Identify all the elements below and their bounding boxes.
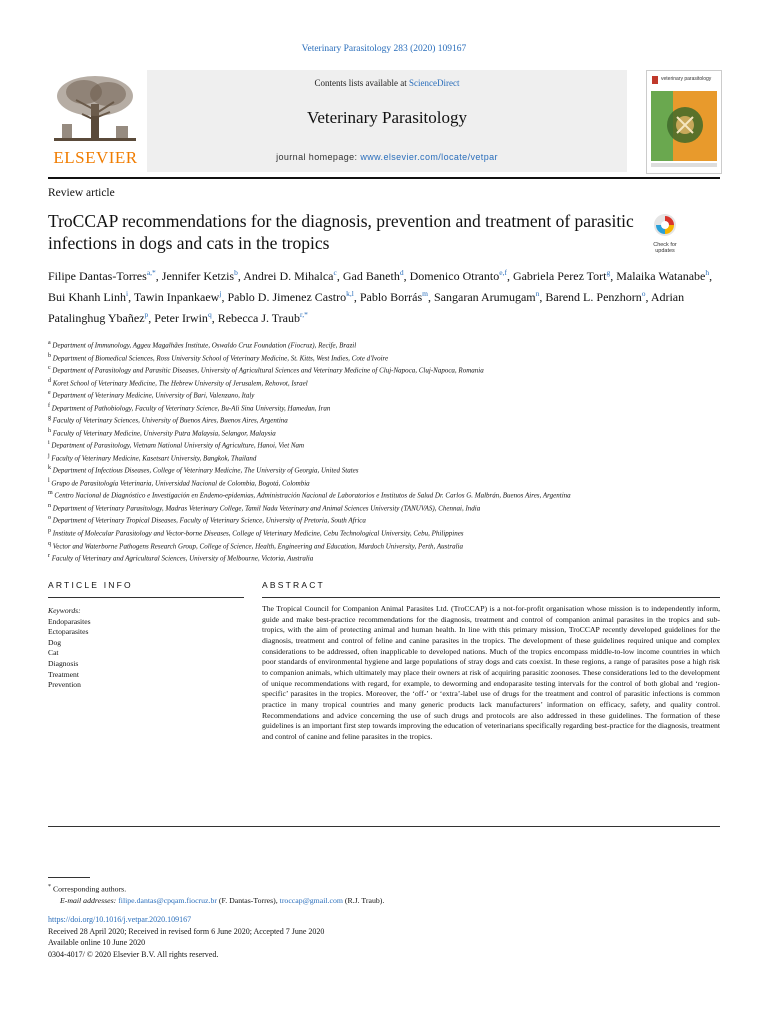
keyword: Endoparasites: [48, 616, 91, 626]
author-affiliation-marker[interactable]: j: [219, 289, 222, 298]
author-affiliation-marker[interactable]: q: [207, 310, 212, 319]
elsevier-wordmark: ELSEVIER: [53, 148, 138, 167]
affiliation-text: Department of Immunology, Aggeu Magalhães Institute, Oswaldo Cruz Foundation (Fiocruz), Recife, Brazil: [52, 341, 357, 350]
copyright-line: 0304-4017/ © 2020 Elsevier B.V. All rights reserved.: [48, 949, 219, 959]
affiliation: [48, 513, 698, 526]
homepage-link[interactable]: www.elsevier.com/locate/vetpar: [360, 152, 498, 162]
affiliation-marker: d: [48, 377, 51, 384]
author-affiliation-marker[interactable]: c: [333, 268, 337, 277]
author-separator: ,: [428, 290, 434, 304]
author-separator: ,: [155, 269, 162, 283]
affiliation: [48, 376, 698, 389]
affiliation-text: Koret School of Veterinary Medicine, The Hebrew University of Jerusalem, Rehovot, Israel: [52, 378, 308, 387]
sciencedirect-link[interactable]: ScienceDirect: [409, 78, 460, 88]
email-label: E-mail addresses:: [60, 896, 119, 906]
abstract-heading: ABSTRACT: [262, 580, 325, 590]
author-affiliation-marker[interactable]: r,*: [300, 310, 308, 319]
keyword: Cat: [48, 648, 59, 658]
header-divider: [48, 177, 720, 179]
author-list: [48, 264, 718, 327]
journal-cover-image: [647, 71, 721, 173]
author-separator: ,: [353, 290, 360, 304]
affiliation: [48, 438, 698, 451]
author-separator: ,: [539, 290, 546, 304]
affiliation-text: Department of Veterinary Tropical Diseases, Faculty of Veterinary Science, University of Pretoria, South Africa: [52, 516, 366, 525]
author-separator: ,: [128, 290, 134, 304]
keywords-block: [48, 606, 238, 691]
contents-prefix: Contents lists available at: [314, 78, 409, 88]
author-name[interactable]: Pablo Borrás: [359, 290, 423, 304]
affiliation-text: Vector and Waterborne Pathogens Research Group, College of Science, Health, Engineering and Education, Murdoch University, Perth, Australia: [52, 541, 463, 550]
affiliation: [48, 413, 698, 426]
doi-link[interactable]: https://doi.org/10.1016/j.vetpar.2020.109167: [48, 915, 192, 924]
author-name[interactable]: Pablo D. Jimenez Castro: [227, 290, 347, 304]
online-date: Available online 10 June 2020: [48, 938, 146, 948]
affiliation-marker: r: [48, 553, 50, 560]
keyword: Ectoparasites: [48, 627, 89, 637]
affiliation: [48, 351, 698, 364]
email-link-dantas[interactable]: filipe.dantas@cpqam.fiocruz.br: [118, 896, 217, 906]
affiliation-marker: i: [48, 440, 50, 447]
author-separator: ,: [211, 311, 218, 325]
affiliation-marker: b: [48, 352, 51, 359]
author-affiliation-marker[interactable]: k,l: [346, 289, 354, 298]
author-separator: ,: [336, 269, 343, 283]
article-title: TroCCAP recommendations for the diagnosis, prevention and treatment of parasitic infections in dogs and cats in the tropics: [48, 211, 634, 253]
affiliation-text: Faculty of Veterinary Medicine, University Putra Malaysia, Selangor, Malaysia: [52, 429, 276, 438]
article-type: Review article: [48, 187, 115, 199]
author-name[interactable]: Rebecca J. Traub: [217, 311, 301, 325]
journal-masthead: [147, 70, 627, 172]
article-info-heading: ARTICLE INFO: [48, 580, 133, 590]
corresponding-mark: *: [48, 884, 51, 890]
affiliation: [48, 501, 698, 514]
author-affiliation-marker[interactable]: p: [144, 310, 149, 319]
affiliation-text: Institute of Molecular Parasitology and Vector-borne Diseases, College of Veterinary Medicine, Cebu Technological University, Cebu, Philippines: [52, 529, 464, 538]
author-affiliation-marker[interactable]: h: [705, 268, 710, 277]
email-note: [48, 895, 720, 907]
author-separator: ,: [221, 290, 228, 304]
corresponding-text: Corresponding authors.: [52, 884, 127, 894]
author-affiliation-marker[interactable]: d: [399, 268, 404, 277]
email-owner-dantas: (F. Dantas-Torres),: [216, 896, 280, 906]
author-separator: ,: [506, 269, 513, 283]
journal-header: [48, 70, 720, 175]
author-affiliation-marker[interactable]: o: [641, 289, 646, 298]
author-name[interactable]: Gabriela Perez Tort: [512, 269, 607, 283]
affiliation-marker: g: [48, 415, 51, 422]
author-affiliation-marker[interactable]: i: [126, 289, 129, 298]
author-separator: ,: [610, 269, 617, 283]
affiliation-marker: k: [48, 465, 51, 472]
affiliation-marker: a: [48, 340, 51, 346]
author-affiliation-marker[interactable]: m: [422, 289, 428, 298]
affiliation-marker: e: [48, 390, 51, 397]
affiliation-marker: j: [48, 452, 50, 459]
contents-line: [147, 78, 627, 88]
abstract-end-divider: [48, 826, 720, 827]
author-affiliation-marker[interactable]: e,f: [499, 268, 507, 277]
affiliation: [48, 463, 698, 476]
footnote-divider: [48, 877, 90, 878]
affiliation-text: Department of Parasitology and Parasitic Diseases, University of Agricultural Sciences and Veterinary Medicine of Cluj-Napoca, Cluj-Napoca, Romania: [52, 366, 484, 375]
affiliation-marker: n: [48, 502, 51, 509]
affiliation: [48, 338, 698, 351]
author-separator: ,: [403, 269, 410, 283]
affiliation: [48, 551, 698, 564]
elsevier-logo[interactable]: [48, 70, 143, 172]
author-affiliation-marker[interactable]: a,*: [146, 268, 156, 277]
affiliation: [48, 476, 698, 489]
affiliation-text: Faculty of Veterinary and Agricultural Sciences, University of Melbourne, Victoria, Australia: [51, 554, 314, 563]
affiliation-text: Department of Infectious Diseases, College of Veterinary Medicine, The University of Georgia, United States: [52, 466, 359, 475]
author-separator: ,: [645, 290, 651, 304]
affiliation: [48, 488, 698, 501]
homepage-line: [147, 152, 627, 162]
affiliation-text: Department of Pathobiology, Faculty of Veterinary Science, Bu-Ali Sina University, Hamedan, Iran: [51, 403, 331, 412]
journal-title: Veterinary Parasitology: [306, 108, 468, 127]
keyword: Treatment: [48, 669, 79, 679]
affiliation-text: Department of Veterinary Medicine, University of Bari, Valenzano, Italy: [52, 391, 255, 400]
author-name[interactable]: Sangaran Arumugam: [434, 290, 536, 304]
affiliation-marker: p: [48, 527, 51, 534]
article-info-divider: [48, 597, 244, 598]
author-affiliation-marker[interactable]: n: [535, 289, 540, 298]
abstract-text: The Tropical Council for Companion Animal Parasites Ltd. (TroCCAP) is a not-for-profit organisation whose mission is to independently inform, guide and make best-practice recommendations for the diagnosis, treatment and control of companion animal parasites in the tropics and sub-tropics, with the aim of protecting animal and human health. In line with this primary mission, TroCCAP recently developed guidelines for the diagnosis, treatment and control of feline and canine parasites in the tropics. The development of these guidelines required unique and complex considerations to be addressed, often inapplicable to developed nations. Much of the tropics encompass middle-to-low income countries in which poor standards of environmental hygiene and large populations of stray dogs and cats coexist. In these regions, a range of parasites pose a high risk to companion animals, which ultimately may place their owners at risk of acquiring parasitic zoonoses. These considerations led to the development of unique recommendations with regard, for example, to deworming and endoparasite testing intervals for the control of both global and ‘region-specific’ parasites in the tropics. Moreover, the ‘off-’ or ‘extra’-label use of drugs for the treatment and control of parasitic infections is common practice in many tropical countries and many generic products lack manufacturers’ information on efficacy, safety, and quality control. Recommendations and advice concerning the use of such drugs and protocols are also addressed in these guidelines. The formation of these guidelines is an important first step towards improving the education of veterinarians specifically regarding best-practice for the diagnosis, treatment and control of canine and feline parasites in the tropics.: [262, 604, 720, 741]
keyword: Diagnosis: [48, 658, 79, 668]
journal-reference[interactable]: Veterinary Parasitology 283 (2020) 109167: [301, 44, 467, 54]
author-affiliation-marker[interactable]: g: [606, 268, 611, 277]
publication-info: [48, 914, 720, 960]
affiliation-text: Department of Biomedical Sciences, Ross University School of Veterinary Medicine, St. Kitts, West Indies, Cote d'Ivoire: [52, 353, 389, 362]
abstract-divider: [262, 597, 720, 598]
homepage-prefix: journal homepage:: [276, 152, 361, 162]
author-name[interactable]: Tawin Inpankaew: [133, 290, 220, 304]
author-separator: ,: [148, 311, 155, 325]
affiliation-marker: o: [48, 515, 51, 522]
journal-cover[interactable]: [646, 70, 722, 174]
author-separator: ,: [237, 269, 244, 283]
affiliation-marker: h: [48, 427, 51, 434]
affiliation-marker: l: [48, 477, 50, 484]
corresponding-note: [48, 882, 720, 895]
affiliation-list: [48, 338, 698, 564]
author-name[interactable]: Domenico Otranto: [409, 269, 500, 283]
keywords-label: Keywords:: [48, 606, 81, 615]
crossmark-icon: [648, 213, 682, 237]
affiliation: [48, 401, 698, 414]
affiliation-text: Grupo de Parasitología Veterinaria, Universidad Nacional de Colombia, Bogotá, Colombia: [51, 479, 310, 488]
author-name[interactable]: Adrian Patalinghug Ybañez: [48, 290, 685, 325]
author-affiliation-marker[interactable]: b: [234, 268, 238, 277]
keyword: Prevention: [48, 680, 81, 690]
keyword: Dog: [48, 637, 62, 647]
author-name[interactable]: Gad Baneth: [342, 269, 400, 283]
affiliation: [48, 526, 698, 539]
affiliation: [48, 363, 698, 376]
affiliation-text: Faculty of Veterinary Medicine, Kasetsart University, Bangkok, Thailand: [51, 454, 257, 463]
affiliation: [48, 451, 698, 464]
affiliation-text: Department of Parasitology, Vietnam National University of Agriculture, Hanoi, Viet Nam: [51, 441, 305, 450]
author-name[interactable]: Barend L. Penzhorn: [545, 290, 642, 304]
author-name[interactable]: Jennifer Ketzis: [161, 269, 235, 283]
affiliation-marker: q: [48, 540, 51, 547]
email-link-troccap[interactable]: troccap@gmail.com: [279, 896, 343, 906]
keywords-list: [48, 617, 238, 691]
author-name[interactable]: Malaika Watanabe: [616, 269, 706, 283]
affiliation-text: Faculty of Veterinary Sciences, University of Buenos Aires, Buenos Aires, Argentina: [52, 416, 288, 425]
crossmark-label: Check for updates: [653, 242, 677, 254]
author-name[interactable]: Bui Khanh Linh: [48, 290, 126, 304]
affiliation-text: Centro Nacional de Diagnóstico e Investigación en Endemo-epidemias, Administración Nacional de Laboratorios e Institutos de Salud Dr. Carlos G. Malbrán, Buenos Aires, Argentina: [54, 491, 571, 500]
affiliation: [48, 426, 698, 439]
author-separator: ,: [709, 269, 713, 283]
footnotes: [48, 882, 720, 907]
crossmark-badge[interactable]: [648, 213, 682, 254]
cover-title: veterinary parasitology: [661, 76, 712, 82]
affiliation-text: Department of Veterinary Parasitology, Madras Veterinary College, Tamil Nadu Veterinary and Animal Sciences University (TANUVAS), Chennai, India: [52, 504, 481, 513]
affiliation: [48, 388, 698, 401]
author-name[interactable]: Filipe Dantas-Torres: [48, 269, 147, 283]
author-name[interactable]: Peter Irwin: [154, 311, 208, 325]
elsevier-tree-icon: [54, 74, 136, 144]
author-name[interactable]: Andrei D. Mihalca: [243, 269, 334, 283]
history-dates: Received 28 April 2020; Received in revised form 6 June 2020; Accepted 7 June 2020: [48, 926, 325, 936]
affiliation-marker: f: [48, 402, 50, 409]
affiliation: [48, 539, 698, 552]
affiliation-marker: c: [48, 365, 51, 372]
affiliation-marker: m: [48, 490, 53, 497]
email-owner-traub: (R.J. Traub).: [342, 896, 385, 906]
